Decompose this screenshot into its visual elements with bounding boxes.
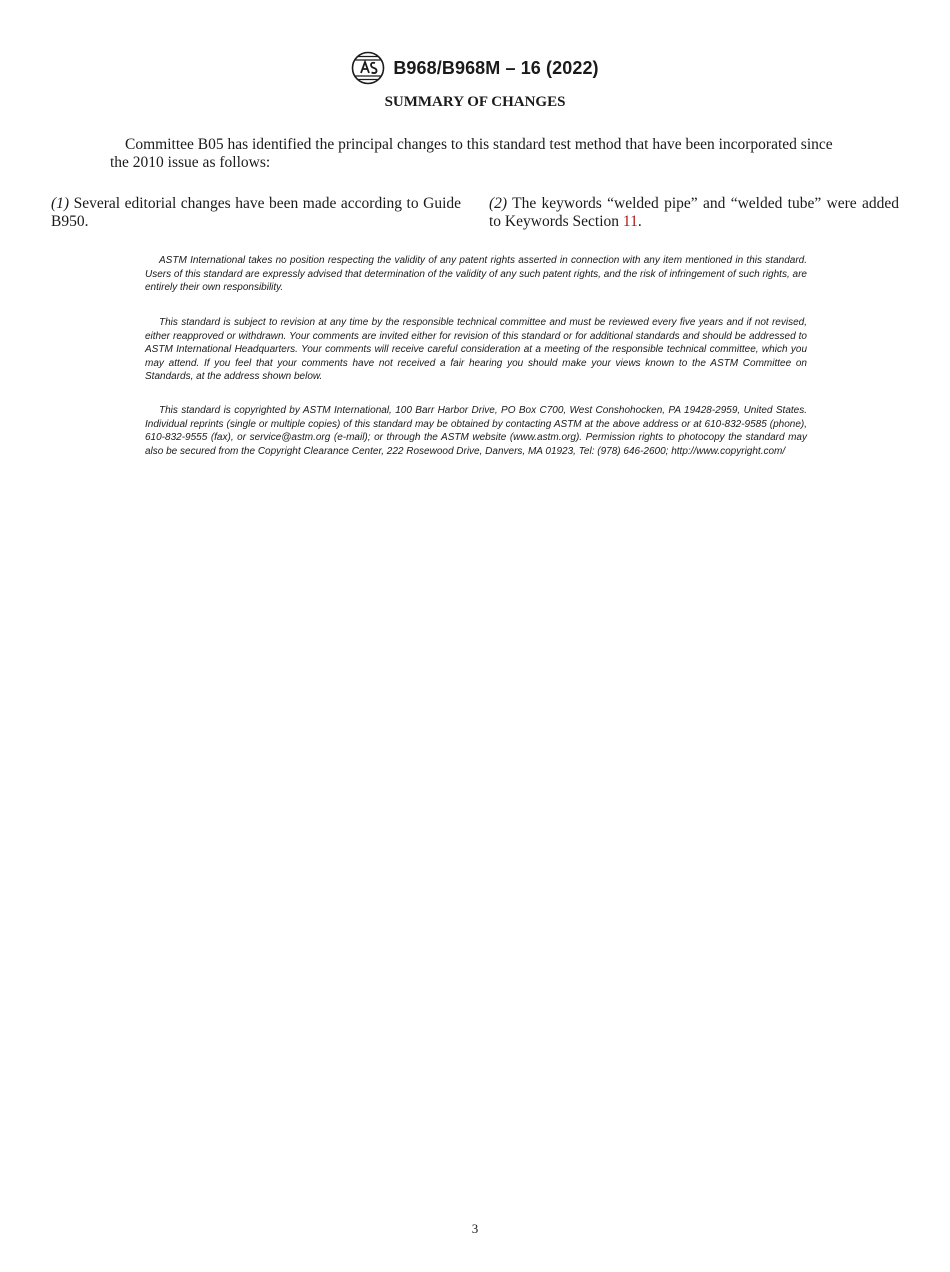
- change-number: (2): [489, 195, 508, 212]
- page-header: [0, 51, 950, 85]
- summary-title: SUMMARY OF CHANGES: [384, 94, 566, 110]
- patent-notice: ASTM International takes no position respecting the validity of any patent rights asserted in connection with any item mentioned in this standard. Users of this standard are expressly advised that determination of the validity of any such patent rights, and the risk of infringement of such rights, are entirely their own responsibility.: [145, 255, 807, 293]
- section-11-link[interactable]: 11: [622, 213, 638, 230]
- change-text-end: .: [637, 213, 642, 230]
- changes-list: [51, 195, 899, 231]
- copyright-notice: This standard is copyrighted by ASTM International, 100 Barr Harbor Drive, PO Box C700, West Conshohocken, PA 19428-2959, United States. Individual reprints (single or multiple copies) of this standard may be obtained by contacting ASTM at the above address or at 610-832-9585 (phone), 610-832-9555 (fax), or service@astm.org (e-mail); or through the ASTM website (www.astm.org). Permission rights to photocopy the standard may also be secured from the Copyright Clearance Center, 222 Rosewood Drive, Danvers, MA 01923, Tel: (978) 646-2600; http://www.copyright.com/: [145, 405, 807, 457]
- revision-notice: This standard is subject to revision at any time by the responsible technical committee and must be reviewed every five years and if not revised, either reapproved or withdrawn. Your comments are invited either for revision of this standard or for additional standards and should be addressed to ASTM International Headquarters. Your comments will receive careful consideration at a meeting of the responsible technical committee, which you may attend. If you feel that your comments have not received a fair hearing you should make your views known to the ASTM Committee on Standards, at the address shown below.: [145, 317, 807, 382]
- change-item-2: [489, 195, 899, 231]
- astm-logo-icon: [351, 51, 385, 85]
- change-text: The keywords “welded pipe” and “welded tube” were added to Keywords Section: [489, 195, 899, 230]
- change-item-1: [51, 195, 461, 231]
- change-text: Several editorial changes have been made according to Guide B950.: [51, 195, 462, 230]
- summary-intro: Committee B05 has identified the principal changes to this standard test method that have been incorporated since the 2010 issue as follows:: [110, 136, 833, 171]
- change-number: (1): [51, 195, 70, 212]
- page-number: 3: [471, 1221, 479, 1236]
- standard-designation: B968/B968M – 16 (2022): [393, 57, 599, 78]
